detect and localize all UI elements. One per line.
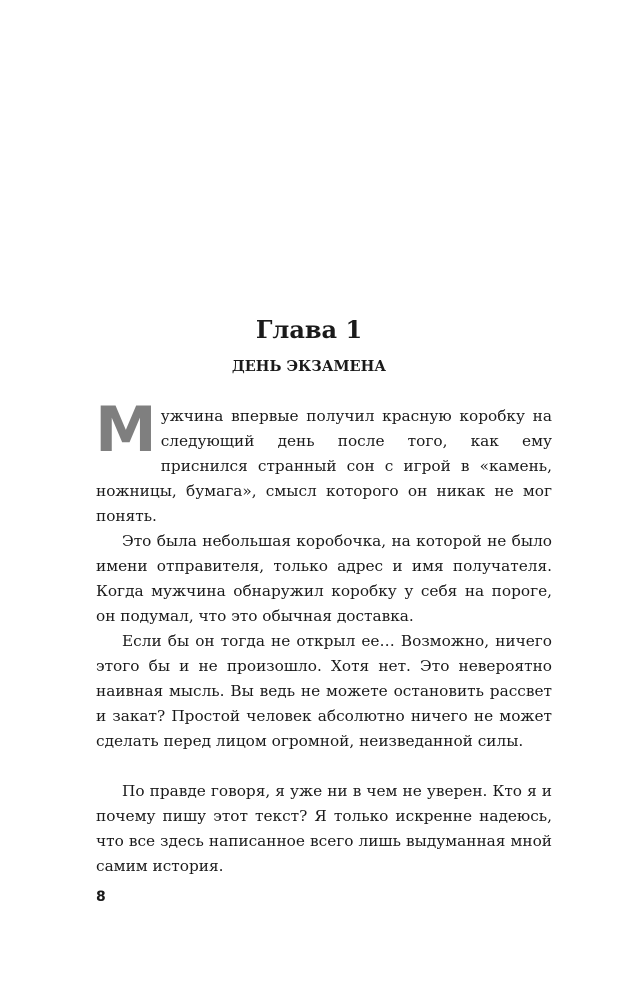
paragraph-2: Это была небольшая коробочка, на которой не было имени отправителя, только адрес и имя получателя. Когда мужчина обнаружил коробку у себя на пороге, он подумал, что это обычная доставка.	[96, 532, 552, 625]
paragraph-3: Если бы он тогда не открыл ее… Возможно, ничего этого бы и не произошло. Хотя нет. Это невероятно наивная мысль. Вы ведь не можете остановить рассвет и закат? Простой человек абсолютно ничего не может сделать перед лицом огромной, неизведанной силы.	[96, 632, 552, 750]
section-break	[96, 754, 552, 779]
paragraph-1	[95, 393, 552, 529]
page-number: 8	[96, 889, 106, 905]
chapter-title: Глава 1	[255, 315, 363, 344]
paragraph-4: По правде говоря, я уже ни в чем не уверен. Кто я и почему пишу этот текст? Я только искренне надеюсь, что все здесь написанное всего лишь выдуманная мной самим история.	[96, 782, 552, 875]
chapter-subtitle: ДЕНЬ ЭКЗАМЕНА	[231, 358, 387, 375]
chapter-body	[95, 393, 552, 879]
paragraph-1-text: ужчина впервые получил красную коробку на следующий день после того, как ему приснился странный сон с игрой в «камень, ножницы, бумага», смысл которого он никак не мог понять.	[96, 407, 552, 525]
drop-cap: М	[95, 393, 157, 466]
